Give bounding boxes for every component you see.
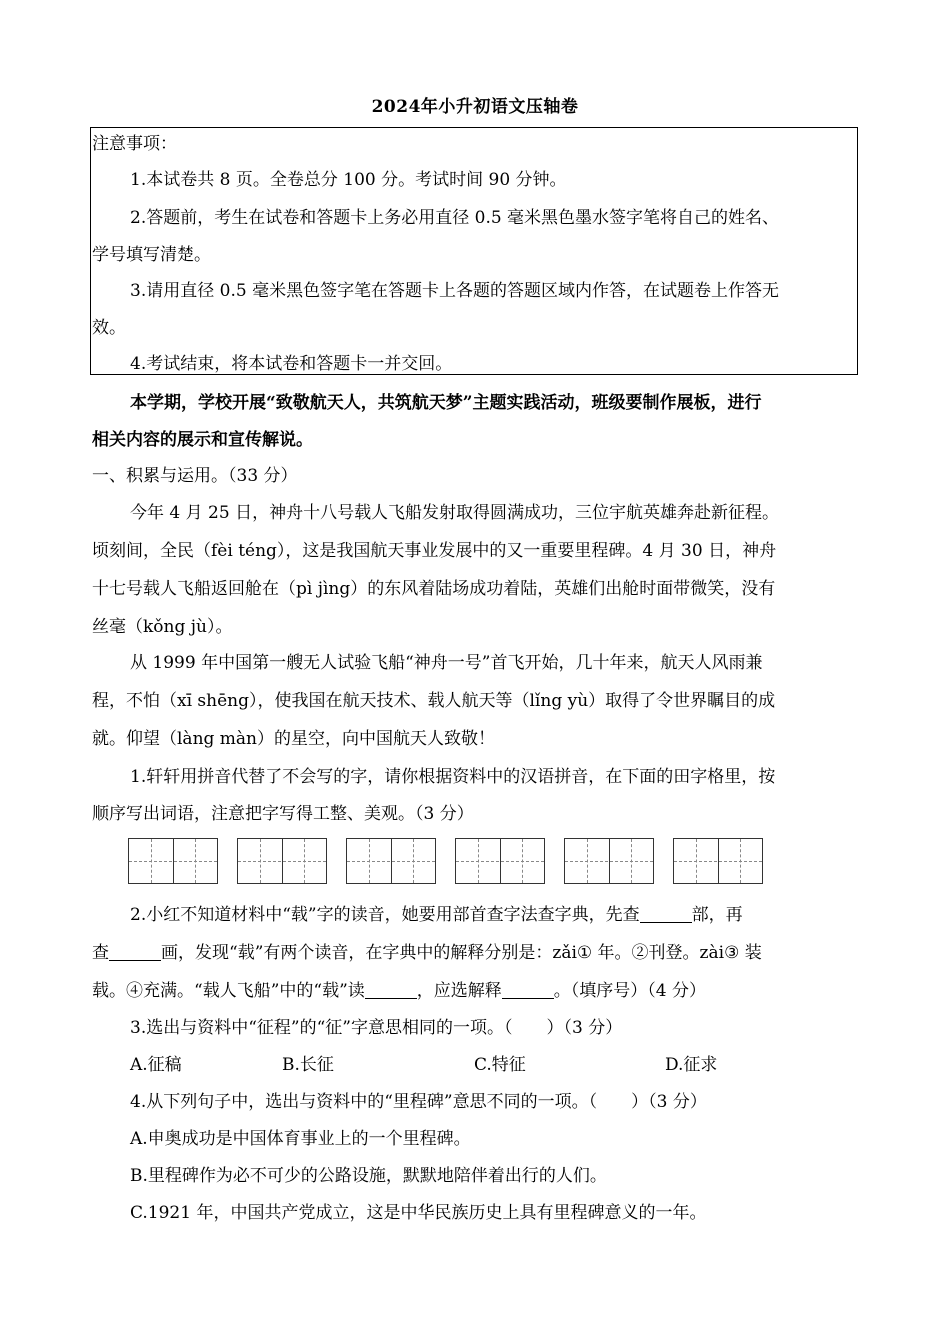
q2-text-3c: 。（填序号）（4 分）	[553, 981, 706, 1001]
tianzige-box-4[interactable]	[455, 838, 545, 884]
question-1-line-2: 顺序写出词语，注意把字写得工整、美观。（3 分）	[92, 804, 474, 824]
question-3-option-c[interactable]: C.特征	[474, 1055, 526, 1075]
question-2-line-3	[92, 979, 706, 1003]
question-4-stem: 4.从下列句子中，选出与资料中的“里程碑”意思不同的一项。（ ）（3 分）	[130, 1092, 707, 1112]
passage-p2-line-2: 程，不怕（xī shēng），使我国在航天技术、载人航天等（lǐng yù）取得了令世界瞩目的成	[92, 691, 776, 711]
passage-p1-line-4: 丝毫（kǒng jù）。	[92, 617, 233, 637]
question-3-stem: 3.选出与资料中“征程”的“征”字意思相同的一项。（ ）（3 分）	[130, 1018, 623, 1038]
q2-blank-meaning[interactable]	[502, 980, 554, 999]
q2-blank-radical[interactable]	[640, 904, 692, 923]
question-4-option-a[interactable]: A.申奥成功是中国体育事业上的一个里程碑。	[130, 1129, 471, 1149]
passage-p2-line-1: 从 1999 年中国第一艘无人试验飞船“神舟一号”首飞开始，几十年来，航天人风雨兼	[130, 653, 763, 673]
q2-text-3b: ，应选解释	[416, 981, 502, 1001]
tianzige-box-1[interactable]	[128, 838, 218, 884]
notice-item-3b: 效。	[92, 318, 126, 338]
question-1-line-1: 1.轩轩用拼音代替了不会写的字，请你根据资料中的汉语拼音，在下面的田字格里，按	[130, 767, 776, 787]
tianzige-box-2[interactable]	[237, 838, 327, 884]
passage-p1-line-1: 今年 4 月 25 日，神舟十八号载人飞船发射取得圆满成功，三位宇航英雄奔赴新征程。	[130, 503, 780, 523]
q2-blank-reading[interactable]	[365, 980, 417, 999]
section-heading: 一、积累与运用。（33 分）	[92, 466, 298, 486]
q2-text-2b: 画，发现“载”有两个读音，在字典中的解释分别是：zǎi① 年。②刊登。zài③ 装	[161, 943, 762, 963]
notice-heading: 注意事项：	[92, 134, 177, 154]
q2-blank-strokes[interactable]	[109, 942, 161, 961]
intro-line-2: 相关内容的展示和宣传解说。	[92, 430, 313, 450]
notice-item-1: 1.本试卷共 8 页。全卷总分 100 分。考试时间 90 分钟。	[130, 170, 567, 190]
passage-p1-line-2: 顷刻间，全民（fèi téng），这是我国航天事业发展中的又一重要里程碑。4 月 30 日，神舟	[92, 541, 777, 561]
tianzige-box-5[interactable]	[564, 838, 654, 884]
page-title: 2024年小升初语文压轴卷	[371, 97, 579, 117]
notice-item-2a: 2.答题前，考生在试卷和答题卡上务必用直径 0.5 毫米黑色墨水签字笔将自己的姓名、	[130, 208, 780, 228]
notice-item-2b: 学号填写清楚。	[92, 245, 211, 265]
q2-text-1b: 部，再	[691, 905, 743, 925]
tianzige-box-6[interactable]	[673, 838, 763, 884]
notice-item-4: 4.考试结束，将本试卷和答题卡一并交回。	[130, 354, 453, 374]
question-3-option-d[interactable]: D.征求	[665, 1055, 718, 1075]
intro-line-1: 本学期，学校开展“致敬航天人，共筑航天梦”主题实践活动，班级要制作展板，进行	[130, 393, 762, 413]
q2-text-3a: 载。④充满。“载人飞船”中的“载”读	[92, 981, 365, 1001]
tianzige-box-3[interactable]	[346, 838, 436, 884]
notice-item-3a: 3.请用直径 0.5 毫米黑色签字笔在答题卡上各题的答题区域内作答，在试题卷上作答无	[130, 281, 780, 301]
passage-p1-line-3: 十七号载人飞船返回舱在（pì jìng）的东风着陆场成功着陆，英雄们出舱时面带微笑，没有	[92, 579, 776, 599]
question-3-option-a[interactable]: A.征稿	[130, 1055, 182, 1075]
q2-text-1a: 2.小红不知道材料中“载”字的读音，她要用部首查字法查字典，先查	[130, 905, 640, 925]
question-4-option-b[interactable]: B.里程碑作为必不可少的公路设施，默默地陪伴着出行的人们。	[130, 1166, 607, 1186]
question-2-line-2	[92, 941, 762, 965]
question-4-option-c[interactable]: C.1921 年，中国共产党成立，这是中华民族历史上具有里程碑意义的一年。	[130, 1203, 707, 1223]
q2-text-2a: 查	[92, 943, 109, 963]
question-3-option-b[interactable]: B.长征	[282, 1055, 334, 1075]
question-2-line-1	[130, 903, 743, 927]
passage-p2-line-3: 就。仰望（làng màn）的星空，向中国航天人致敬！	[92, 729, 496, 749]
